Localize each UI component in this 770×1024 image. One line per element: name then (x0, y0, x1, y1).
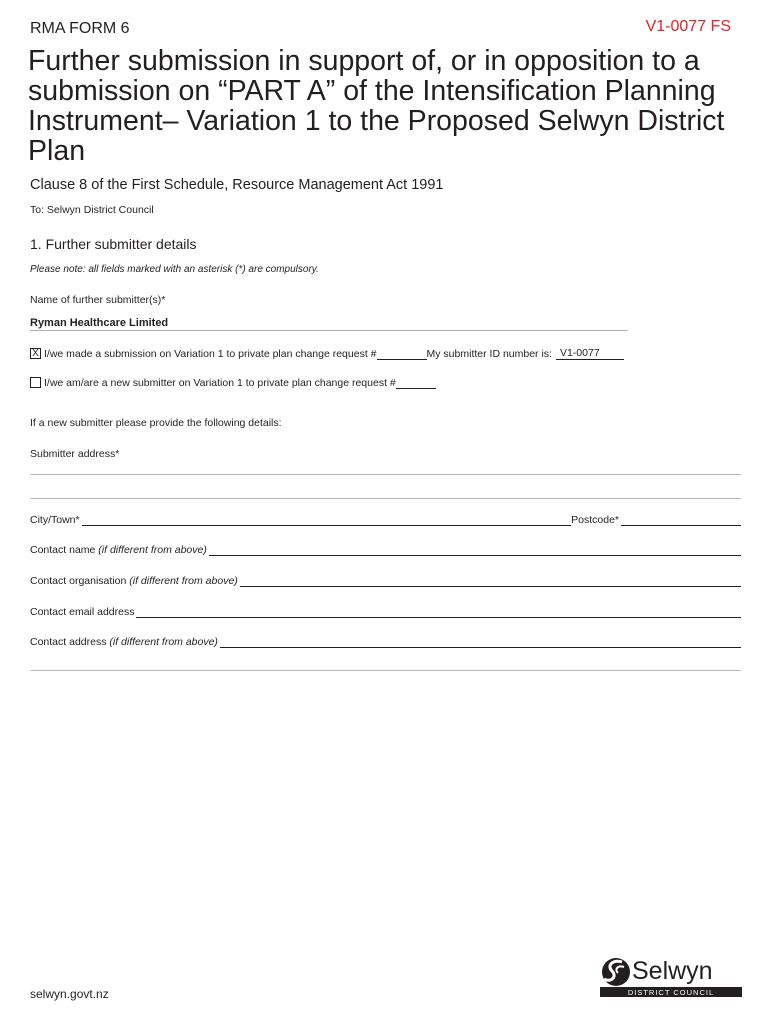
contact-organisation-row (30, 575, 741, 587)
city-label: City/Town* (30, 514, 80, 526)
footer-url: selwyn.govt.nz (30, 987, 109, 1001)
contact-email-row (30, 606, 741, 618)
contact-organisation-hint: (if different from above) (129, 575, 238, 587)
new-submitter-checkbox[interactable] (30, 377, 41, 388)
contact-address-line-2[interactable] (30, 670, 741, 671)
contact-organisation-label: Contact organisation (30, 575, 127, 587)
form-code: RMA FORM 6 (30, 20, 130, 37)
clause-reference: Clause 8 of the First Schedule, Resource Management Act 1991 (30, 177, 444, 193)
address-line-2[interactable] (30, 498, 741, 499)
submitter-address-label: Submitter address* (30, 448, 120, 460)
postcode-field[interactable] (621, 515, 741, 526)
contact-organisation-field[interactable] (240, 576, 741, 587)
logo-tagline: DISTRICT COUNCIL (627, 988, 715, 997)
contact-name-row (30, 544, 741, 556)
submitter-name-field[interactable]: Ryman Healthcare Limited (30, 317, 169, 329)
address-line-1[interactable] (30, 474, 741, 475)
city-field[interactable] (82, 515, 572, 526)
contact-address-hint: (if different from above) (109, 636, 218, 648)
existing-submitter-checkbox[interactable]: X (30, 348, 41, 359)
section-heading: 1. Further submitter details (30, 236, 197, 252)
addressee: To: Selwyn District Council (30, 204, 154, 216)
submitter-name-label: Name of further submitter(s)* (30, 294, 166, 306)
contact-email-label: Contact email address (30, 606, 135, 618)
new-submitter-option (30, 377, 436, 389)
compulsory-note: Please note: all fields marked with an asterisk (*) are compulsory. (30, 264, 319, 275)
reference-number: V1-0077 FS (645, 18, 731, 35)
postcode-label: Postcode* (571, 514, 619, 526)
existing-submitter-option (30, 347, 624, 360)
contact-address-label: Contact address (30, 636, 107, 648)
contact-name-field[interactable] (209, 545, 741, 556)
existing-submitter-text: I/we made a submission on Variation 1 to private plan change request # (44, 348, 377, 360)
city-postcode-row (30, 514, 741, 526)
contact-email-field[interactable] (136, 607, 741, 618)
new-submitter-intro: If a new submitter please provide the following details: (30, 417, 282, 429)
page-title: Further submission in support of, or in opposition to a submission on “PART A” of the Intensification Planning Instrument– Variation 1 to the Proposed Selwyn District Plan (28, 45, 725, 167)
new-submitter-text: I/we am/are a new submitter on Variation 1 to private plan change request # (44, 377, 396, 389)
contact-name-label: Contact name (30, 544, 96, 556)
new-plan-change-number-field[interactable] (396, 378, 436, 389)
contact-name-hint: (if different from above) (98, 544, 207, 556)
plan-change-number-field[interactable] (377, 349, 427, 360)
submitter-id-label: My submitter ID number is: (426, 348, 552, 360)
logo-wordmark: Selwyn (632, 957, 713, 985)
contact-address-field[interactable] (220, 637, 741, 648)
submitter-name-underline (30, 330, 628, 331)
selwyn-logo (600, 953, 742, 999)
selwyn-swirl-icon (602, 958, 630, 986)
contact-address-row (30, 636, 741, 648)
submitter-id-field[interactable]: V1-0077 (556, 347, 624, 360)
